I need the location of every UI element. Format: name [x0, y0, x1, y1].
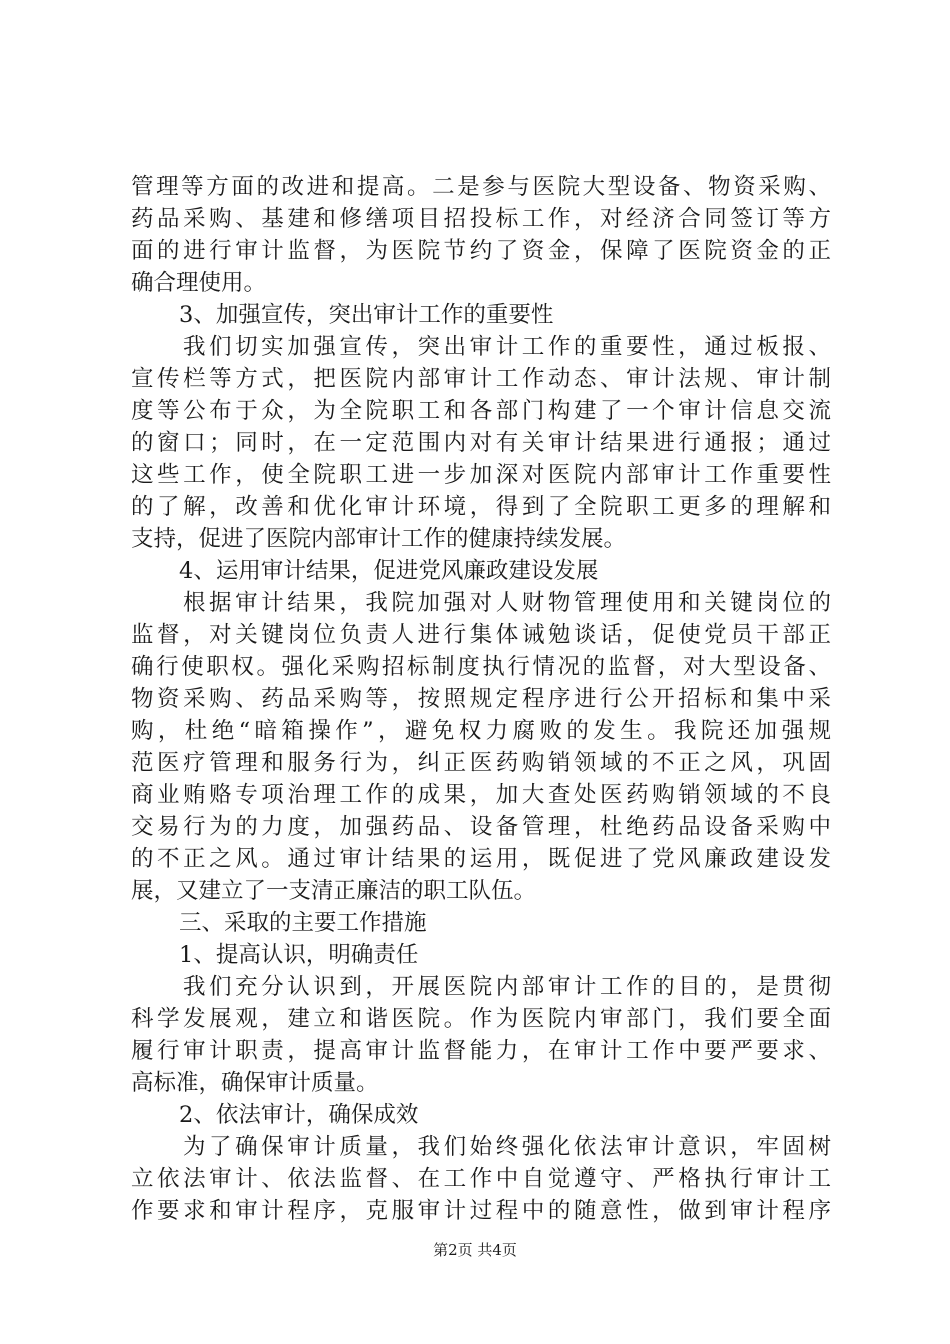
section-heading: 4、运用审计结果，促进党风廉政建设发展: [179, 558, 599, 584]
section-heading: 2、依法审计，确保成效: [179, 1102, 419, 1128]
text-line: 确合理使用。: [131, 270, 267, 296]
text-line: 范医疗管理和服务行为，纠正医药购销领域的不正之风，巩固: [131, 750, 831, 776]
text-line: 物资采购、药品采购等，按照规定程序进行公开招标和集中采: [131, 686, 831, 712]
document-body: [131, 171, 831, 1227]
text-line: 根据审计结果，我院加强对人财物管理使用和关键岗位的: [183, 590, 831, 616]
text-line: 监督，对关键岗位负责人进行集体诫勉谈话，促使党员干部正: [131, 622, 831, 648]
text-line: 高标准，确保审计质量。: [131, 1070, 379, 1096]
text-line: 商业贿赂专项治理工作的成果，加大查处医药购销领域的不良: [131, 782, 831, 808]
text-line: 作要求和审计程序，克服审计过程中的随意性，做到审计程序: [131, 1198, 831, 1224]
text-line: 科学发展观，建立和谐医院。作为医院内审部门，我们要全面: [131, 1006, 831, 1032]
text-line: 我们切实加强宣传，突出审计工作的重要性，通过板报、: [183, 334, 831, 360]
text-line: 管理等方面的改进和提高。二是参与医院大型设备、物资采购、: [131, 174, 831, 200]
section-heading: 1、提高认识，明确责任: [179, 942, 419, 968]
text-line: 支持，促进了医院内部审计工作的健康持续发展。: [131, 526, 627, 552]
text-line: 药品采购、基建和修缮项目招投标工作，对经济合同签订等方: [131, 206, 831, 232]
text-line: 立依法审计、依法监督、在工作中自觉遵守、严格执行审计工: [131, 1166, 831, 1192]
page-number-footer: 第2页 共4页: [433, 1241, 517, 1259]
text-line: 我们充分认识到，开展医院内部审计工作的目的，是贯彻: [183, 974, 831, 1000]
text-line: 为了确保审计质量，我们始终强化依法审计意识，牢固树: [183, 1134, 831, 1160]
text-line: 的窗口；同时，在一定范围内对有关审计结果进行通报；通过: [131, 430, 831, 456]
text-line: 履行审计职责，提高审计监督能力，在审计工作中要严要求、: [131, 1038, 831, 1064]
text-line: 展，又建立了一支清正廉洁的职工队伍。: [131, 878, 537, 904]
text-line: 宣传栏等方式，把医院内部审计工作动态、审计法规、审计制: [131, 366, 831, 392]
text-line: 的不正之风。通过审计结果的运用，既促进了党风廉政建设发: [131, 846, 831, 872]
text-line: 交易行为的力度，加强药品、设备管理，杜绝药品设备采购中: [131, 814, 831, 840]
text-line: 这些工作，使全院职工进一步加深对医院内部审计工作重要性: [131, 462, 831, 488]
text-line: 确行使职权。强化采购招标制度执行情况的监督，对大型设备、: [131, 654, 831, 680]
text-line: 购，杜绝“暗箱操作”，避免权力腐败的发生。我院还加强规: [131, 718, 831, 744]
section-heading: 3、加强宣传，突出审计工作的重要性: [179, 302, 554, 328]
text-line: 的了解，改善和优化审计环境，得到了全院职工更多的理解和: [131, 494, 831, 520]
text-line: 面的进行审计监督，为医院节约了资金，保障了医院资金的正: [131, 238, 831, 264]
text-line: 度等公布于众，为全院职工和各部门构建了一个审计信息交流: [131, 398, 831, 424]
section-heading: 三、采取的主要工作措施: [179, 910, 427, 936]
